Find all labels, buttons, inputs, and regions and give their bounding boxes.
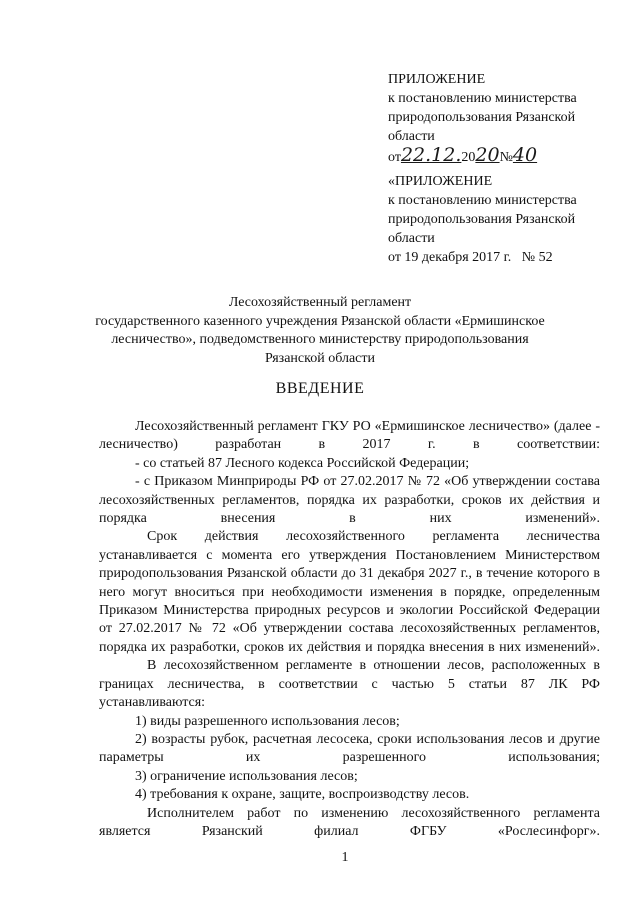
title-line: государственного казенного учреждения Рязанской области «Ермишинское: [95, 313, 545, 329]
paragraph: В лесохозяйственном регламенте в отношении лесов, расположенных в границах лесничества, в соответствии с частью 5 статьи 87 ЛК РФ устанавливаются:: [99, 658, 600, 711]
paragraph: Исполнителем работ по изменению лесохозяйственного регламента является Рязанский филиал ФГБУ «Рослесинфорг».: [99, 805, 600, 839]
appendix-line: области: [388, 129, 435, 144]
list-item: 2) возрасты рубок, расчетная лесосека, сроки использования лесов и другие параметры их разрешенного использования;: [99, 731, 600, 766]
handwritten-year: 20: [475, 144, 500, 166]
date-year-printed: 20: [461, 150, 476, 165]
document-title: [80, 294, 560, 368]
handwritten-number: 40: [512, 144, 538, 166]
document-body: [99, 418, 600, 841]
title-line: лесничество», подведомственного министерству природопользования: [111, 332, 529, 347]
list-item: - с Приказом Минприроды РФ от 27.02.2017 № 72 «Об утверждении состава лесохозяйственных регламентов, порядка их разработки, сроков их действия и порядка внесения в них изменений».: [99, 474, 600, 527]
title-line: Рязанской области: [264, 350, 376, 366]
paragraph: Лесохозяйственный регламент ГКУ РО «Ермишинское лесничество» (далее - лесничество) разработан в 2017 г. в соответствии:: [99, 419, 600, 453]
handwritten-date: 22.12.: [400, 144, 462, 166]
appendix-title: «ПРИЛОЖЕНИЕ: [388, 174, 493, 189]
appendix-date-line: от 19 декабря 2017 г. № 52: [388, 250, 553, 265]
appendix-block-old: [388, 172, 628, 267]
appendix-date-line: [388, 146, 628, 167]
page-number: 1: [341, 850, 349, 865]
appendix-title: ПРИЛОЖЕНИЕ: [388, 72, 486, 87]
list-item: 1) виды разрешенного использования лесов;: [135, 713, 400, 729]
appendix-line: природопользования Рязанской: [388, 110, 576, 125]
date-prefix: от: [388, 150, 401, 165]
appendix-line: природопользования Рязанской: [388, 212, 576, 227]
list-item: - со статьей 87 Лесного кодекса Российской Федерации;: [135, 455, 470, 471]
section-heading: ВВЕДЕНИЕ: [275, 380, 365, 397]
title-line: Лесохозяйственный регламент: [228, 295, 412, 310]
appendix-block-new: [388, 70, 628, 167]
appendix-line: области: [388, 231, 435, 246]
list-item: 3) ограничение использования лесов;: [135, 768, 358, 784]
appendix-line: к постановлению министерства: [388, 91, 577, 106]
paragraph: Срок действия лесохозяйственного регламента лесничества устанавливается с момента его утверждения Постановлением Министерством природопользования Рязанской области до 31 декабря 2027 г., в течение которого в него могут вноситься при необходимости изменения в порядке, определенным Приказом Министерства природных ресурсов и экологии Российской Федерации от 27.02.2017 № 72 «Об утверждении состава лесохозяйственных регламентов, порядка их разработки, сроков их действия и порядка внесения в них изменений».: [99, 529, 600, 655]
number-sign: №: [499, 150, 513, 165]
appendix-line: к постановлению министерства: [388, 193, 577, 208]
list-item: 4) требования к охране, защите, воспроизводству лесов.: [135, 787, 470, 803]
